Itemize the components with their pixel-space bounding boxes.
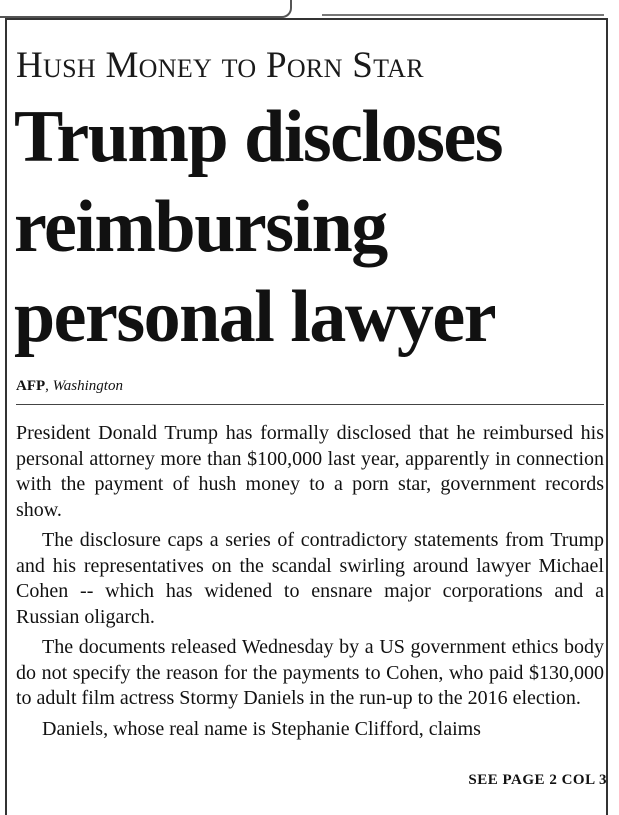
byline	[16, 378, 123, 395]
byline-agency: AFP	[16, 378, 46, 394]
main-headline	[14, 92, 604, 362]
continuation-jump-line: SEE PAGE 2 COL 3	[468, 772, 607, 788]
top-rule	[322, 0, 604, 16]
byline-location: Washington	[52, 378, 123, 394]
previous-article-border	[0, 0, 292, 18]
body-paragraph: President Donald Trump has formally disclosed that he reimbursed his personal attorney more than $100,000 last year, apparently in connection with the payment of hush money to a porn star, government records show.	[16, 422, 604, 521]
body-paragraph: Daniels, whose real name is Stephanie Clifford, claims	[42, 717, 481, 740]
article-body	[16, 421, 604, 747]
kicker-headline: Hush Money to Porn Star	[16, 45, 424, 86]
headline-line: reimbursing	[14, 186, 387, 268]
byline-separator: ,	[45, 378, 53, 394]
byline-rule	[16, 404, 604, 405]
headline-line: personal lawyer	[14, 276, 496, 358]
headline-line: Trump discloses	[14, 96, 503, 178]
body-paragraph: The documents released Wednesday by a US government ethics body do not specify the reason for the payments to Cohen, who paid $130,000 to adult film actress Stormy Daniels in the run-up to the 2016 election.	[16, 636, 604, 709]
body-paragraph: The disclosure caps a series of contradictory statements from Trump and his representatives on the scandal swirling around lawyer Michael Cohen -- which has widened to ensnare major corporations and a Russian oligarch.	[16, 529, 604, 628]
